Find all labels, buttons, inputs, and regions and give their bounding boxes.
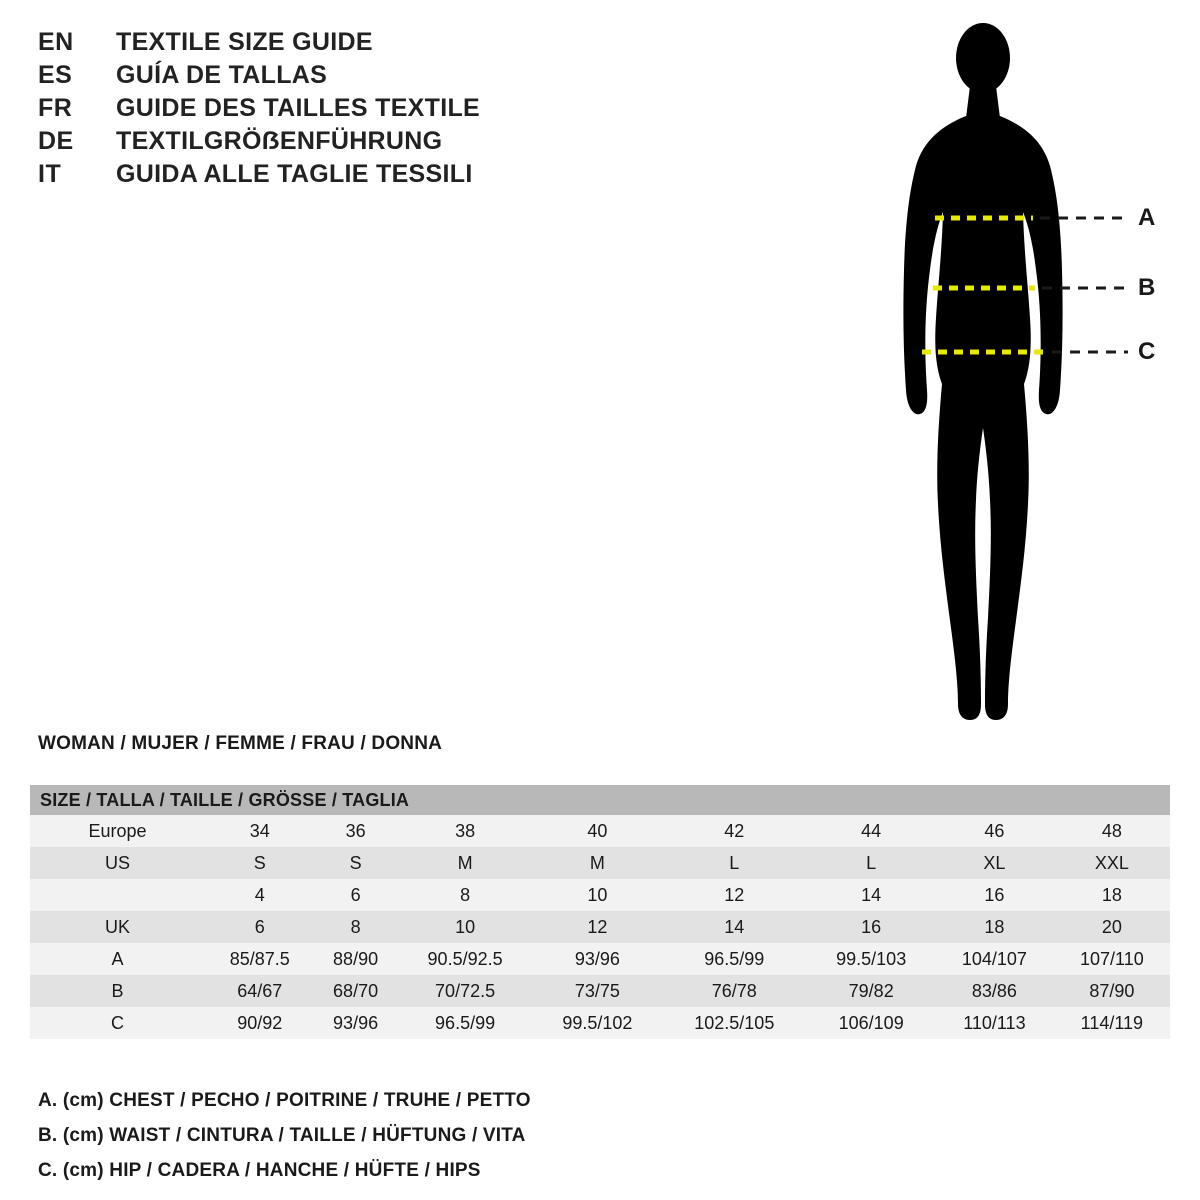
footnote-waist: B. (cm) WAIST / CINTURA / TAILLE / HÜFTUNG / VITA (38, 1125, 526, 1146)
female-silhouette-icon (850, 18, 1180, 738)
footnote-chest: A. (cm) CHEST / PECHO / POITRINE / TRUHE / PETTO (38, 1090, 531, 1111)
body-figure (850, 18, 1180, 738)
table-cell: 48 (1054, 815, 1170, 847)
measure-label-c: C (1138, 338, 1156, 365)
title-text: GUIDA ALLE TAGLIE TESSILI (116, 160, 473, 188)
table-cell: XXL (1054, 847, 1170, 879)
row-label: A (30, 943, 205, 975)
title-row (38, 94, 658, 123)
measure-label-a: A (1138, 204, 1156, 231)
table-cell: XL (935, 847, 1054, 879)
table-header-row (30, 785, 1170, 815)
table-cell: 14 (807, 879, 935, 911)
table-cell: 90/92 (205, 1007, 315, 1039)
table-cell: S (315, 847, 397, 879)
table-cell: L (807, 847, 935, 879)
table-cell: 18 (935, 911, 1054, 943)
table-cell: 10 (397, 911, 534, 943)
table-cell: 93/96 (534, 943, 662, 975)
title-block (38, 28, 658, 193)
table-cell: 96.5/99 (397, 1007, 534, 1039)
footnotes (38, 1090, 938, 1195)
table-row (30, 1007, 1170, 1039)
table-cell: 38 (397, 815, 534, 847)
table-cell: 93/96 (315, 1007, 397, 1039)
table-cell: 104/107 (935, 943, 1054, 975)
table-cell: 42 (661, 815, 807, 847)
table-cell: 85/87.5 (205, 943, 315, 975)
table-cell: 79/82 (807, 975, 935, 1007)
table-cell: 114/119 (1054, 1007, 1170, 1039)
table-cell: 14 (661, 911, 807, 943)
table-cell: 6 (205, 911, 315, 943)
row-label: C (30, 1007, 205, 1039)
table-row (30, 911, 1170, 943)
language-code: EN (38, 28, 74, 56)
table-cell: M (397, 847, 534, 879)
language-code: IT (38, 160, 62, 188)
table-row (30, 943, 1170, 975)
table-cell: 68/70 (315, 975, 397, 1007)
title-row (38, 127, 658, 156)
title-row (38, 61, 658, 90)
table-row (30, 815, 1170, 847)
table-row (30, 847, 1170, 879)
table-cell: 107/110 (1054, 943, 1170, 975)
table-cell: 90.5/92.5 (397, 943, 534, 975)
row-label (30, 879, 205, 911)
title-row (38, 160, 658, 189)
table-cell: 4 (205, 879, 315, 911)
language-code: ES (38, 61, 73, 89)
table-cell: L (661, 847, 807, 879)
table-cell: 87/90 (1054, 975, 1170, 1007)
table-cell: 6 (315, 879, 397, 911)
language-code: DE (38, 127, 74, 155)
row-label: US (30, 847, 205, 879)
table-cell: 10 (534, 879, 662, 911)
table-cell: M (534, 847, 662, 879)
table-row (30, 879, 1170, 911)
measure-label-b: B (1138, 274, 1156, 301)
table-cell: 18 (1054, 879, 1170, 911)
table-cell: 96.5/99 (661, 943, 807, 975)
table-cell: 40 (534, 815, 662, 847)
table-cell: 36 (315, 815, 397, 847)
table-cell: 88/90 (315, 943, 397, 975)
table-cell: 102.5/105 (661, 1007, 807, 1039)
title-text: TEXTILE SIZE GUIDE (116, 28, 373, 56)
table-cell: 76/78 (661, 975, 807, 1007)
table-cell: 99.5/102 (534, 1007, 662, 1039)
table-cell: 44 (807, 815, 935, 847)
table-cell: 99.5/103 (807, 943, 935, 975)
table-cell: 73/75 (534, 975, 662, 1007)
language-code: FR (38, 94, 73, 122)
table-row (30, 975, 1170, 1007)
table-cell: 16 (935, 879, 1054, 911)
table-cell: 83/86 (935, 975, 1054, 1007)
row-label: UK (30, 911, 205, 943)
table-header-label: SIZE / TALLA / TAILLE / GRÖSSE / TAGLIA (30, 785, 1170, 815)
section-title: WOMAN / MUJER / FEMME / FRAU / DONNA (38, 733, 443, 754)
table-cell: 8 (315, 911, 397, 943)
title-text: GUIDE DES TAILLES TEXTILE (116, 94, 481, 122)
table-cell: 106/109 (807, 1007, 935, 1039)
table-cell: 8 (397, 879, 534, 911)
table-cell: 12 (661, 879, 807, 911)
title-text: GUÍA DE TALLAS (116, 61, 328, 89)
title-text: TEXTILGRÖẞENFÜHRUNG (116, 127, 443, 155)
table-cell: 70/72.5 (397, 975, 534, 1007)
table-cell: 20 (1054, 911, 1170, 943)
title-row (38, 28, 658, 57)
size-table (30, 785, 1170, 1039)
footnote-hip: C. (cm) HIP / CADERA / HANCHE / HÜFTE / HIPS (38, 1160, 481, 1181)
table-cell: 12 (534, 911, 662, 943)
table-cell: 16 (807, 911, 935, 943)
table-cell: 64/67 (205, 975, 315, 1007)
row-label: B (30, 975, 205, 1007)
table-cell: 110/113 (935, 1007, 1054, 1039)
row-label: Europe (30, 815, 205, 847)
table-cell: S (205, 847, 315, 879)
table-cell: 46 (935, 815, 1054, 847)
table-cell: 34 (205, 815, 315, 847)
